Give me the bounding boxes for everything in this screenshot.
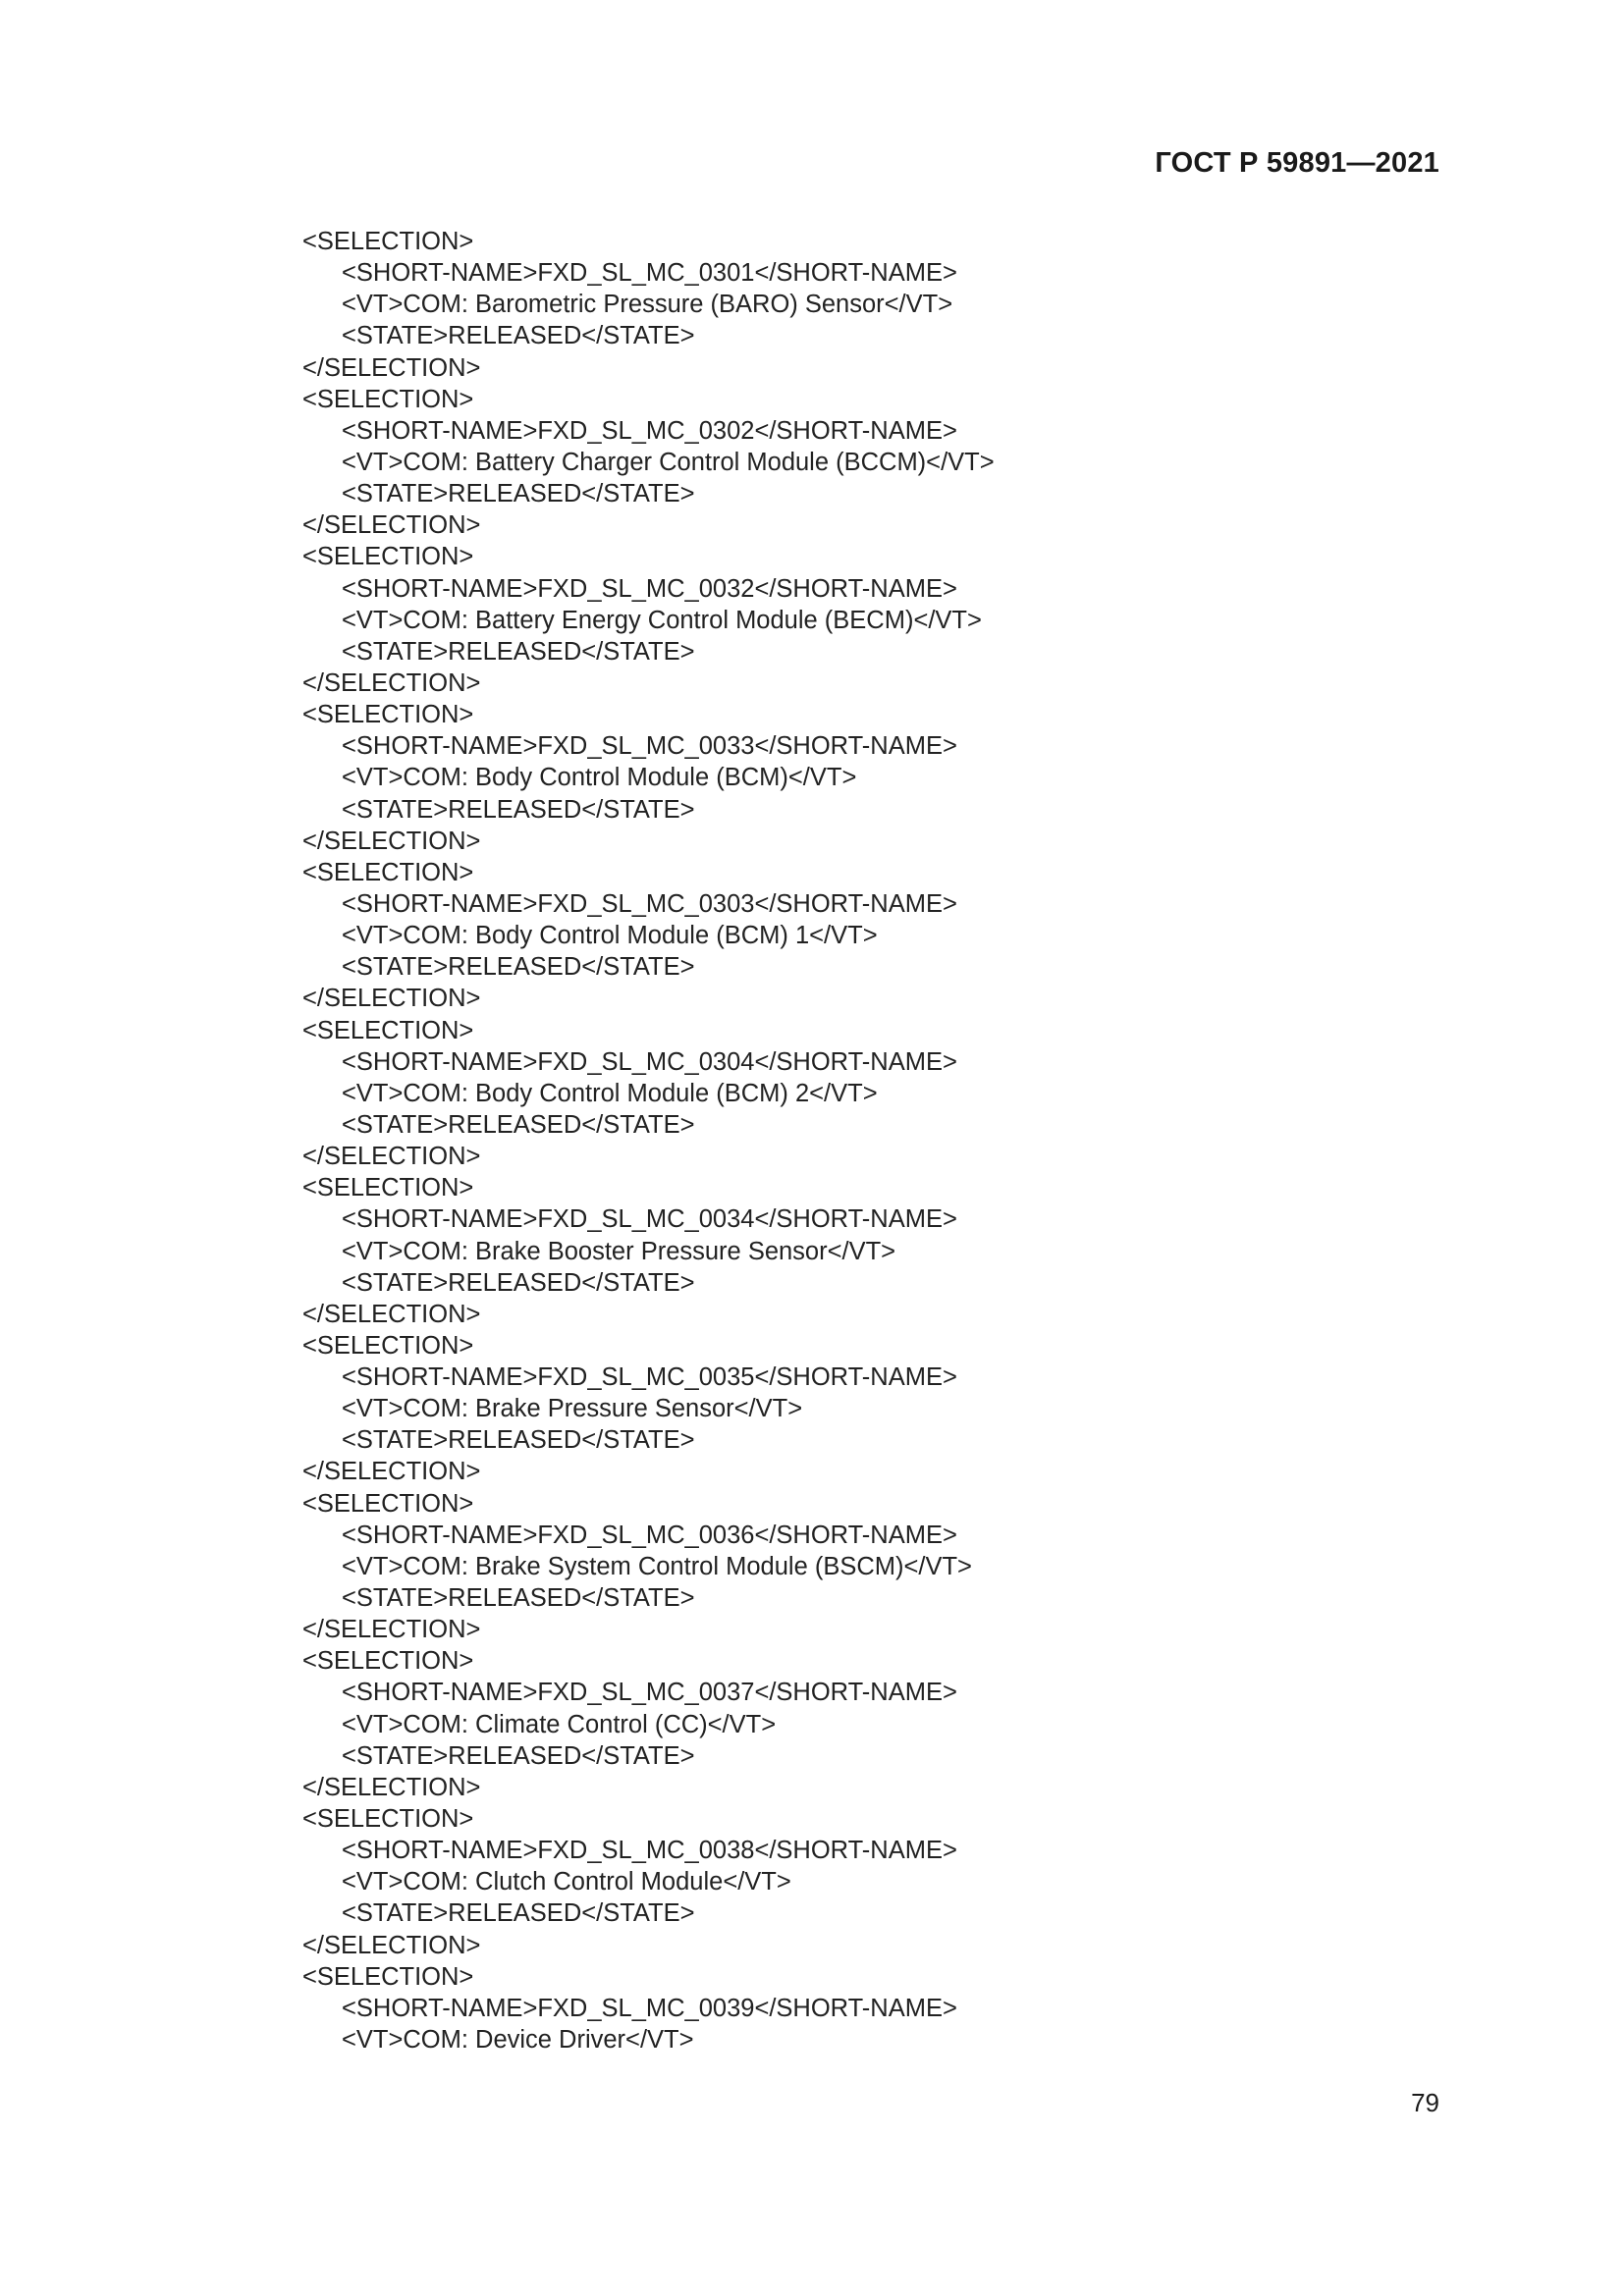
- xml-line: <SHORT-NAME>FXD_SL_MC_0035</SHORT-NAME>: [342, 1363, 957, 1392]
- xml-line: <SHORT-NAME>FXD_SL_MC_0032</SHORT-NAME>: [342, 574, 957, 603]
- xml-line: <VT>COM: Device Driver</VT>: [342, 2026, 694, 2055]
- xml-line: <SHORT-NAME>FXD_SL_MC_0303</SHORT-NAME>: [342, 889, 957, 918]
- xml-line: <VT>COM: Body Control Module (BCM) 2</VT>: [342, 1079, 878, 1107]
- xml-line: <SELECTION>: [302, 1489, 474, 1518]
- xml-line: <VT>COM: Brake Pressure Sensor</VT>: [342, 1395, 803, 1423]
- xml-line: <STATE>RELEASED</STATE>: [342, 480, 695, 508]
- xml-line: </SELECTION>: [302, 668, 481, 697]
- xml-line: <VT>COM: Clutch Control Module</VT>: [342, 1868, 791, 1896]
- xml-line: <VT>COM: Battery Energy Control Module (BECM)</VT>: [342, 606, 982, 634]
- xml-line: <SELECTION>: [302, 543, 474, 571]
- xml-line: <SELECTION>: [302, 1174, 474, 1202]
- xml-line: <SHORT-NAME>FXD_SL_MC_0033</SHORT-NAME>: [342, 732, 957, 761]
- xml-line: </SELECTION>: [302, 1458, 481, 1486]
- xml-line: <VT>COM: Battery Charger Control Module (BCCM)</VT>: [342, 448, 995, 476]
- xml-line: <STATE>RELEASED</STATE>: [342, 1584, 695, 1613]
- xml-line: <STATE>RELEASED</STATE>: [342, 637, 695, 666]
- document-header: [1155, 147, 1439, 180]
- xml-line: <VT>COM: Body Control Module (BCM) 1</VT>: [342, 922, 878, 950]
- xml-line: <SELECTION>: [302, 1962, 474, 1991]
- xml-line: <VT>COM: Barometric Pressure (BARO) Sensor</VT>: [342, 291, 953, 319]
- xml-line: <STATE>RELEASED</STATE>: [342, 795, 695, 824]
- xml-line: <SHORT-NAME>FXD_SL_MC_0037</SHORT-NAME>: [342, 1679, 957, 1707]
- standard-designation: ГОСТ Р 59891—2021: [1155, 147, 1439, 179]
- xml-line: <STATE>RELEASED</STATE>: [342, 1268, 695, 1297]
- xml-line: </SELECTION>: [302, 511, 481, 540]
- xml-line: <SHORT-NAME>FXD_SL_MC_0304</SHORT-NAME>: [342, 1047, 957, 1076]
- xml-line: </SELECTION>: [302, 1773, 481, 1801]
- xml-line: <SELECTION>: [302, 701, 474, 729]
- xml-line: </SELECTION>: [302, 1616, 481, 1644]
- xml-line: <SELECTION>: [302, 1647, 474, 1676]
- xml-line: <STATE>RELEASED</STATE>: [342, 1741, 695, 1770]
- xml-code-listing: [302, 226, 1432, 2056]
- xml-line: <VT>COM: Brake System Control Module (BSCM)</VT>: [342, 1552, 972, 1580]
- xml-line: </SELECTION>: [302, 985, 481, 1013]
- xml-line: <STATE>RELEASED</STATE>: [342, 1899, 695, 1928]
- xml-line: <VT>COM: Climate Control (CC)</VT>: [342, 1710, 777, 1738]
- xml-line: <VT>COM: Brake Booster Pressure Sensor</VT>: [342, 1237, 896, 1265]
- xml-line: <STATE>RELEASED</STATE>: [342, 322, 695, 350]
- xml-line: </SELECTION>: [302, 1931, 481, 1959]
- xml-line: <VT>COM: Body Control Module (BCM)</VT>: [342, 764, 857, 792]
- xml-line: <STATE>RELEASED</STATE>: [342, 953, 695, 982]
- xml-line: </SELECTION>: [302, 1300, 481, 1328]
- xml-line: <SELECTION>: [302, 1331, 474, 1360]
- xml-line: <SHORT-NAME>FXD_SL_MC_0301</SHORT-NAME>: [342, 259, 957, 288]
- xml-line: <SELECTION>: [302, 1016, 474, 1044]
- xml-line: <STATE>RELEASED</STATE>: [342, 1110, 695, 1139]
- xml-line: </SELECTION>: [302, 827, 481, 855]
- xml-line: <SELECTION>: [302, 228, 474, 255]
- xml-line: </SELECTION>: [302, 353, 481, 382]
- xml-line: <SHORT-NAME>FXD_SL_MC_0302</SHORT-NAME>: [342, 416, 957, 445]
- xml-line: <SELECTION>: [302, 1805, 474, 1834]
- xml-line: <SHORT-NAME>FXD_SL_MC_0034</SHORT-NAME>: [342, 1205, 957, 1234]
- page-number: 79: [1411, 2088, 1439, 2117]
- xml-line: <STATE>RELEASED</STATE>: [342, 1426, 695, 1455]
- xml-line: <SHORT-NAME>FXD_SL_MC_0036</SHORT-NAME>: [342, 1521, 957, 1549]
- xml-line: <SHORT-NAME>FXD_SL_MC_0039</SHORT-NAME>: [342, 1994, 957, 2022]
- xml-line: <SHORT-NAME>FXD_SL_MC_0038</SHORT-NAME>: [342, 1837, 957, 1865]
- xml-line: <SELECTION>: [302, 858, 474, 886]
- xml-line: <SELECTION>: [302, 385, 474, 413]
- xml-line: </SELECTION>: [302, 1143, 481, 1171]
